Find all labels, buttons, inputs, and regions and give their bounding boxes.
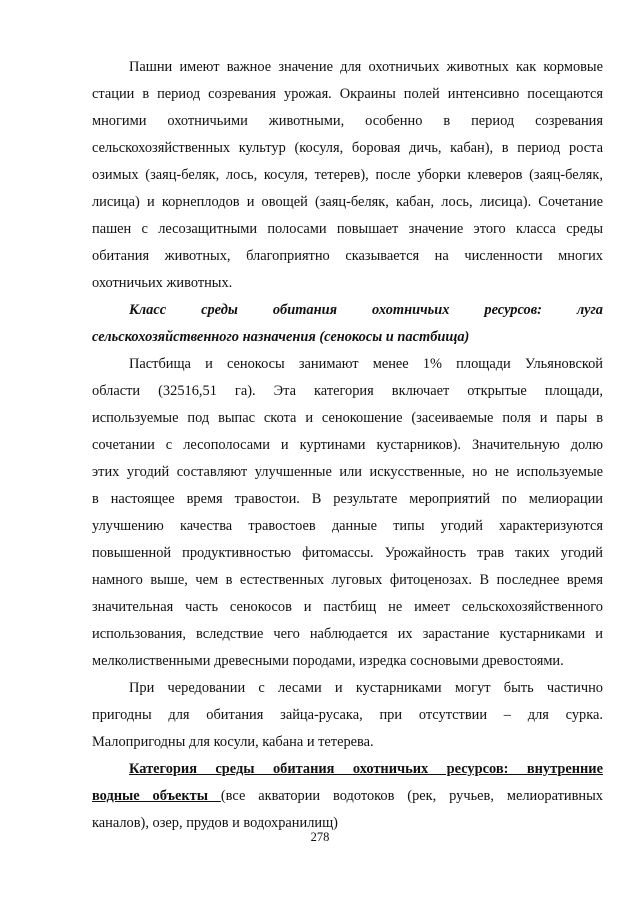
text-line: значительная часть сенокосов и пастбищ не имеет сельскохозяйственного (92, 599, 603, 615)
section-heading: сельскохозяйственного назначения (сенокосы и пастбища) (92, 329, 470, 345)
heading-fragment: водные объекты (92, 788, 221, 804)
text-line: использования, вследствие чего наблюдается их зарастание кустарниками и (92, 626, 603, 642)
text-line: намного выше, чем в естественных луговых фитоценозах. В последнее время (92, 572, 603, 588)
text-line: При чередовании с лесами и кустарниками могут быть частично (129, 680, 603, 696)
text-line: используемые под выпас скота и сенокошение (засеиваемые поля и пары в (92, 410, 603, 426)
text-line: этих угодий составляют улучшенные или искусственные, но не используемые (92, 464, 603, 480)
text-line: многими охотничьими животными, особенно в период созревания (92, 113, 603, 129)
text-line: лисица) и корнеплодов и овощей (заяц-беляк, кабан, лось, лисица). Сочетание (92, 194, 603, 210)
text-line: Пастбища и сенокосы занимают менее 1% площади Ульяновской (129, 356, 603, 372)
text-line: области (32516,51 га). Эта категория включает открытые площади, (92, 383, 603, 399)
text-line: каналов), озер, прудов и водохранилищ) (92, 815, 338, 831)
text-line: пашен с лесозащитными полосами повышает значение этого класса среды (92, 221, 603, 237)
text-line: мелколиственными древесными породами, изредка сосновыми древостоями. (92, 653, 564, 669)
section-heading: Класс среды обитания охотничьих ресурсов: луга (129, 302, 603, 318)
page-number: 278 (310, 830, 330, 844)
text-line (92, 786, 603, 806)
section-heading: Категория среды обитания охотничьих ресурсов: внутренние (129, 761, 603, 777)
text-fragment: (все акватории водотоков (рек, ручьев, мелиоративных (220, 788, 603, 804)
text-line: пригодны для обитания зайца-русака, при отсутствии – для сурка. (92, 707, 603, 723)
text-line: озимых (заяц-беляк, лось, косуля, тетерев), после уборки клеверов (заяц-беляк, (92, 167, 603, 183)
text-line: Малопригодны для косули, кабана и тетерева. (92, 734, 374, 750)
text-line: стации в период созревания урожая. Окраины полей интенсивно посещаются (92, 86, 603, 102)
text-line: Пашни имеют важное значение для охотничьих животных как кормовые (129, 59, 603, 75)
text-line: сельскохозяйственных культур (косуля, боровая дичь, кабан), в период роста (92, 140, 603, 156)
text-line: повышенной продуктивностью фитомассы. Урожайность трав таких угодий (92, 545, 603, 561)
text-line: обитания животных, благоприятно сказывается на численности многих (92, 248, 603, 264)
text-line: улучшению качества травостоев данные типы угодий характеризуются (92, 518, 603, 534)
text-line: сочетании с лесополосами и куртинами кустарников). Значительную долю (92, 437, 603, 453)
text-line: охотничьих животных. (92, 275, 233, 291)
text-line: в настоящее время травостои. В результате мероприятий по мелиорации (92, 491, 603, 507)
